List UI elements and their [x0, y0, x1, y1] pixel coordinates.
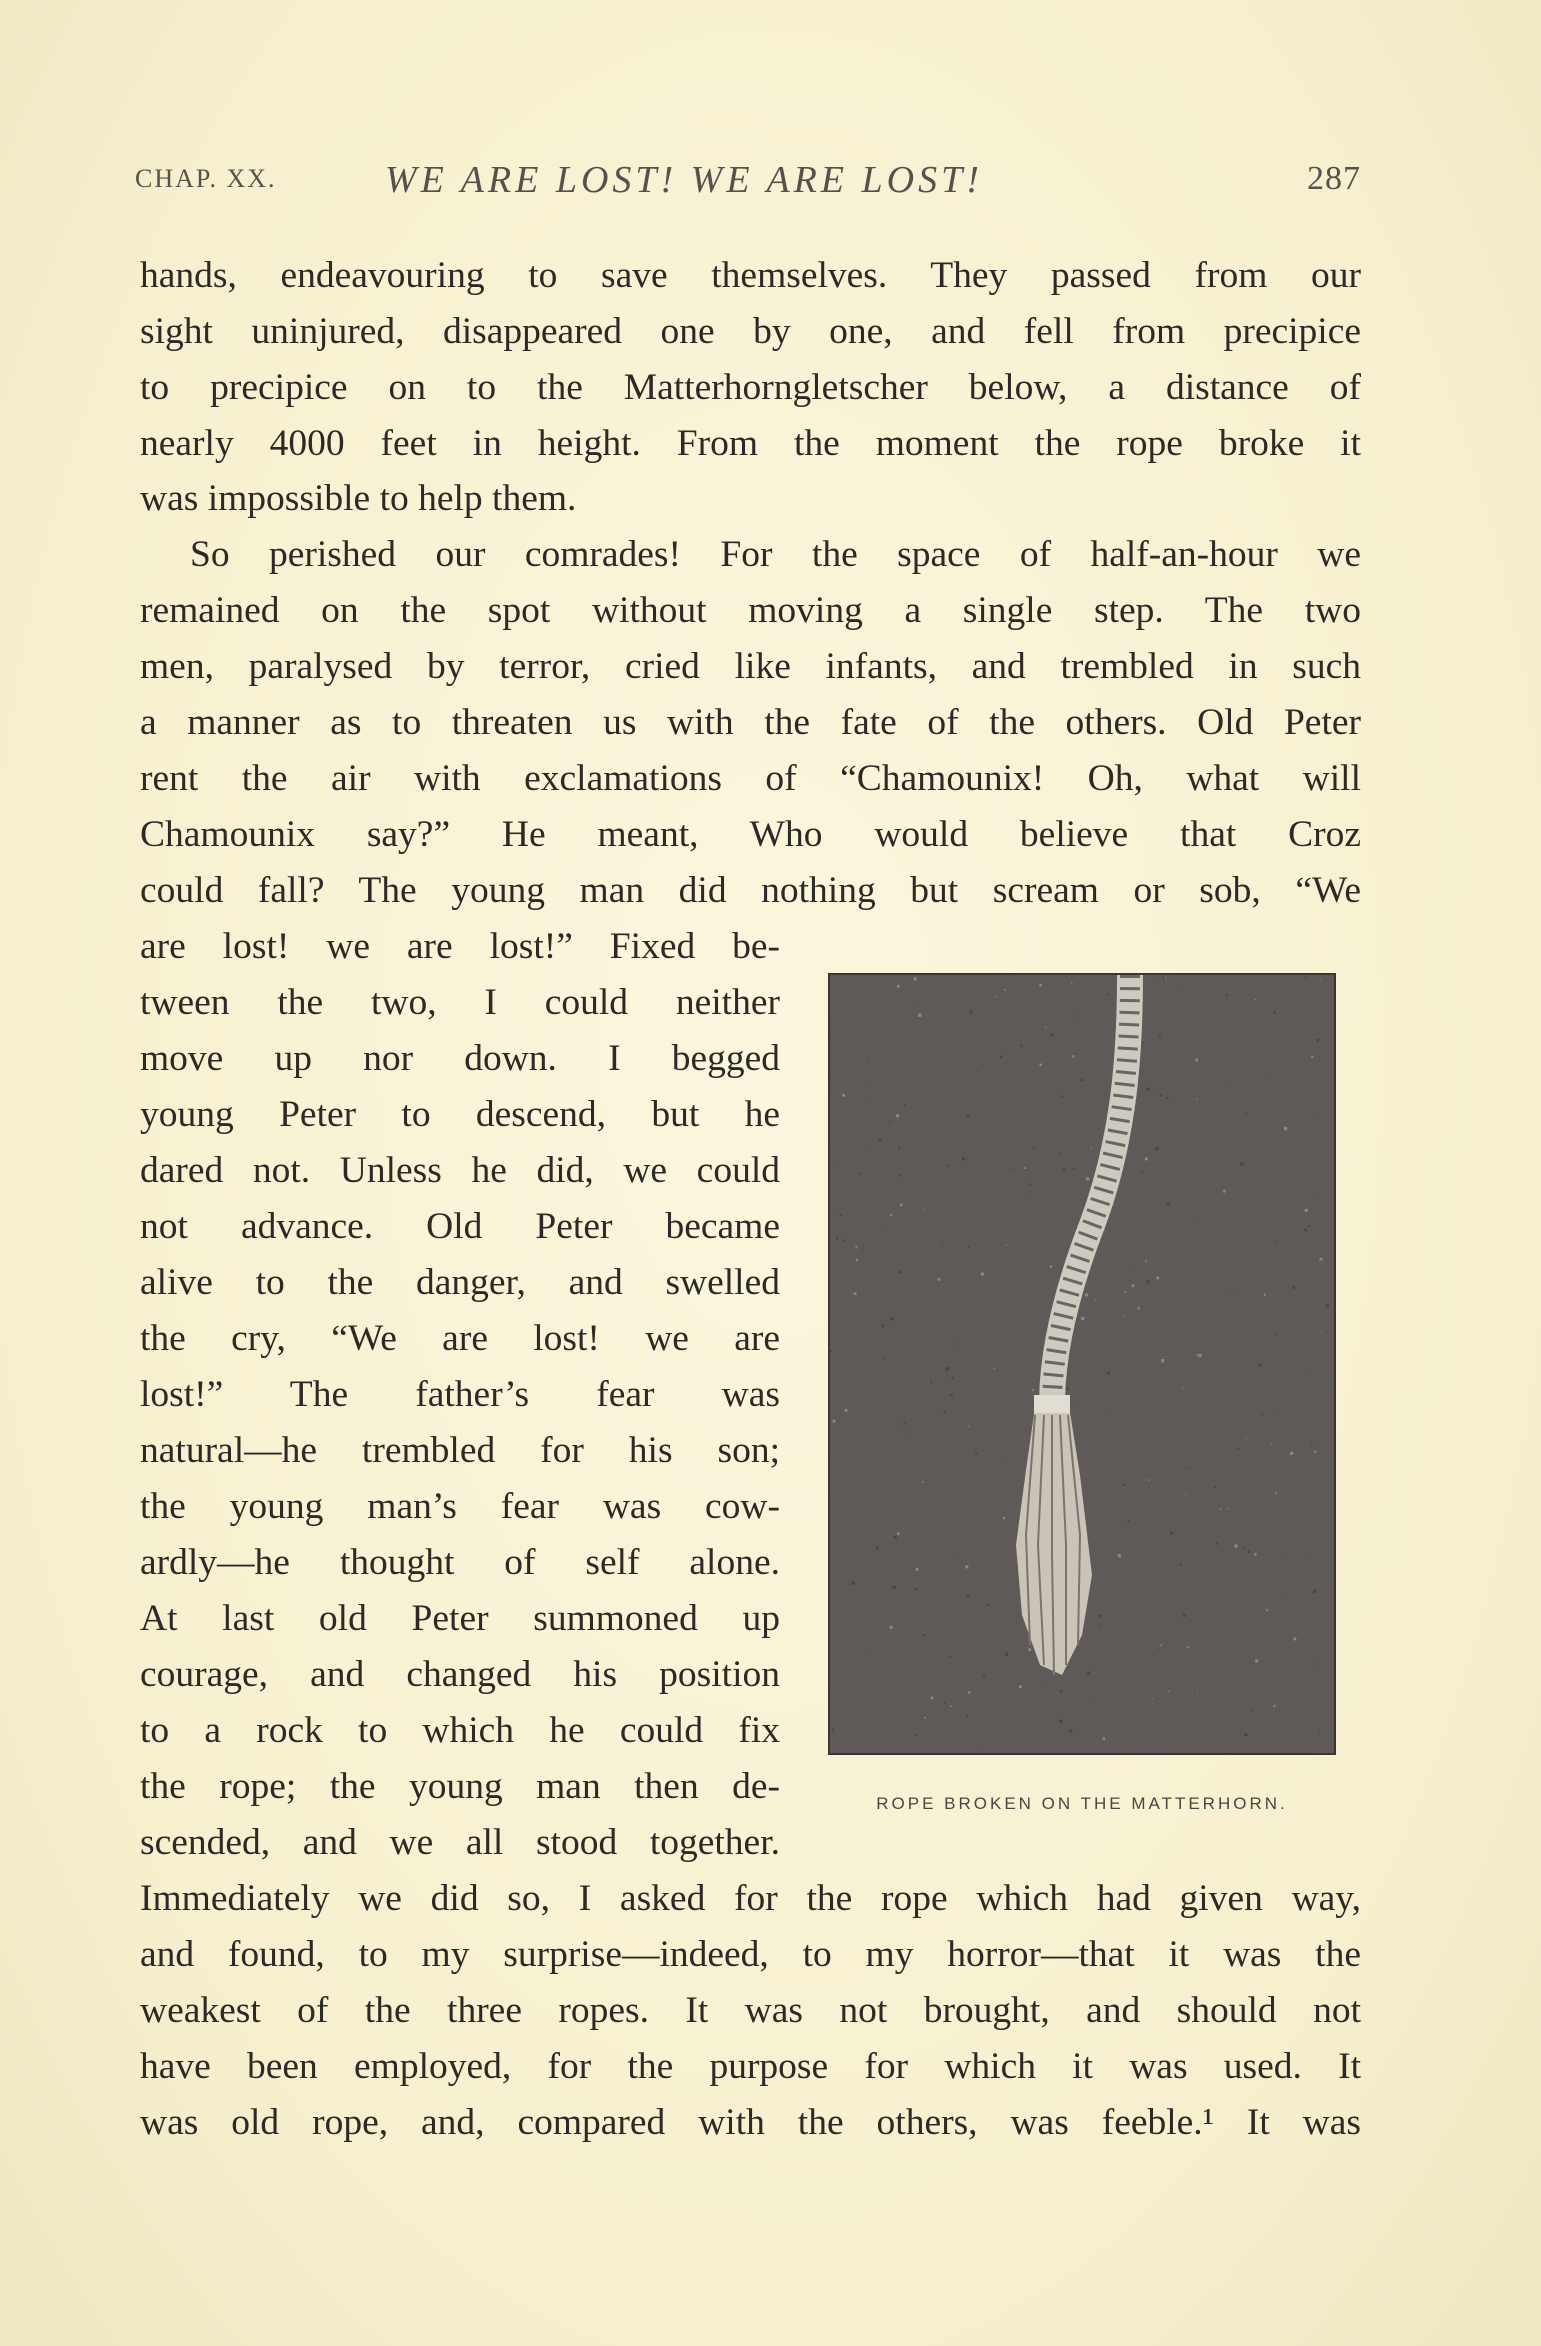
speckle [1094, 1701, 1095, 1702]
speckle [1118, 1554, 1121, 1557]
speckle [922, 1481, 924, 1483]
speckle [1314, 1663, 1316, 1665]
speckle [950, 1706, 952, 1708]
speckle [954, 1347, 955, 1348]
speckle [1135, 1271, 1136, 1272]
speckle [1321, 1331, 1322, 1332]
speckle [1198, 1354, 1201, 1357]
speckle [1072, 1055, 1074, 1057]
speckle [1167, 1203, 1170, 1206]
text-line: Immediately we did so, I asked for the rope which had given way, [140, 1878, 1361, 1919]
speckle [938, 1278, 941, 1281]
speckle [1283, 1592, 1284, 1593]
speckle [1145, 1158, 1148, 1161]
speckle [1060, 1690, 1063, 1693]
speckle [978, 1133, 979, 1134]
speckle [1028, 1648, 1031, 1651]
speckle [1235, 1544, 1238, 1547]
speckle [1275, 1333, 1277, 1335]
speckle [894, 1536, 897, 1539]
speckle [1029, 1194, 1030, 1195]
speckle [904, 1104, 906, 1106]
speckle [983, 1674, 986, 1677]
speckle [1273, 1011, 1276, 1014]
speckle [954, 1556, 955, 1557]
speckle [1152, 1698, 1153, 1699]
speckle [1159, 1034, 1161, 1036]
speckle [840, 1237, 841, 1238]
text-line: hands, endeavouring to save themselves. They passed from our [140, 255, 1361, 296]
speckle [889, 1121, 891, 1123]
speckle [930, 1381, 932, 1383]
speckle [896, 1114, 899, 1117]
speckle [1255, 999, 1256, 1000]
speckle [833, 1420, 836, 1423]
speckle [1305, 1557, 1306, 1558]
speckle [1061, 1096, 1063, 1098]
text-line: weakest of the three ropes. It was not brought, and should not [140, 1990, 1361, 2031]
speckle [1314, 1451, 1316, 1453]
speckle [884, 1357, 886, 1359]
speckle [1010, 1168, 1012, 1170]
text-line: the young man’s fear was cow- [140, 1486, 780, 1527]
speckle [1245, 1112, 1247, 1114]
speckle [1138, 1307, 1140, 1309]
speckle [1316, 1039, 1319, 1042]
text-line: At last old Peter summoned up [140, 1598, 780, 1639]
text-line: lost!” The father’s fear was [140, 1374, 780, 1415]
speckle [950, 1394, 953, 1397]
speckle [957, 1340, 958, 1341]
speckle [1069, 1729, 1072, 1732]
speckle [842, 1240, 844, 1242]
page-number: 287 [1307, 160, 1361, 197]
speckle [1258, 1364, 1261, 1367]
speckle [890, 1317, 893, 1320]
speckle [1103, 1737, 1106, 1740]
speckle [966, 1715, 968, 1717]
text-line: was old rope, and, compared with the others, was feeble.¹ It was [140, 2102, 1361, 2143]
speckle [1196, 1354, 1198, 1356]
text-line: young Peter to descend, but he [140, 1094, 780, 1135]
speckle [1248, 1550, 1251, 1553]
speckle [1187, 1647, 1189, 1649]
speckle [1075, 1407, 1076, 1408]
speckle [966, 1114, 969, 1117]
speckle [1225, 1080, 1226, 1081]
rope-binding [1034, 1395, 1070, 1413]
speckle [1146, 1088, 1149, 1091]
speckle [1195, 1059, 1198, 1062]
speckle [1091, 1147, 1092, 1148]
text-line: alive to the danger, and swelled [140, 1262, 780, 1303]
speckle [897, 985, 900, 988]
speckle [869, 1653, 870, 1654]
text-line: natural—he trembled for his son; [140, 1430, 780, 1471]
speckle [914, 1004, 915, 1005]
speckle [1032, 1389, 1034, 1391]
speckle [1081, 1317, 1084, 1320]
speckle [1166, 1097, 1168, 1099]
speckle [854, 1292, 857, 1295]
speckle [882, 1324, 885, 1327]
speckle [1266, 1609, 1268, 1611]
text-line: tween the two, I could neither [140, 982, 780, 1023]
speckle [931, 1697, 934, 1700]
speckle [975, 1452, 977, 1454]
speckle [970, 1011, 973, 1014]
broken-rope-drawing [830, 975, 1334, 1753]
text-line: have been employed, for the purpose for which it was used. It [140, 2046, 1361, 2087]
text-line: scended, and we all stood together. [140, 1822, 780, 1863]
speckle [1108, 1412, 1109, 1413]
speckle [1020, 1045, 1022, 1047]
speckle [914, 977, 917, 980]
speckle [1182, 1388, 1183, 1389]
speckle [1071, 982, 1072, 983]
speckle [1141, 1171, 1143, 1173]
text-line: and found, to my surprise—indeed, to my horror—that it was the [140, 1934, 1361, 1975]
speckle [899, 1174, 902, 1177]
figure-caption: ROPE BROKEN ON THE MATTERHORN. [876, 1794, 1288, 1813]
speckle [944, 1703, 946, 1705]
speckle [837, 1164, 838, 1165]
speckle [1077, 1015, 1079, 1017]
speckle [840, 1214, 843, 1217]
speckle [968, 1247, 970, 1249]
speckle [893, 1586, 896, 1589]
speckle [1039, 984, 1042, 987]
speckle [1159, 1648, 1161, 1650]
speckle [1216, 1542, 1219, 1545]
speckle [842, 1094, 845, 1097]
speckle [968, 1691, 971, 1694]
speckle [1319, 1732, 1321, 1734]
speckle [836, 1237, 839, 1240]
speckle [1005, 1653, 1008, 1656]
speckle [1142, 1042, 1144, 1044]
speckle [856, 1246, 858, 1248]
text-line: nearly 4000 feet in height. From the moment the rope broke it [140, 423, 1361, 464]
speckle [1003, 1461, 1004, 1462]
speckle [1063, 1169, 1066, 1172]
speckle [1024, 1167, 1026, 1169]
speckle [1160, 1645, 1162, 1647]
speckle [1311, 1056, 1313, 1058]
speckle [1099, 1615, 1102, 1618]
speckle [856, 1259, 858, 1261]
speckle [1231, 1292, 1232, 1293]
speckle [1123, 1315, 1124, 1316]
speckle [1033, 1147, 1035, 1149]
speckle [977, 1070, 978, 1071]
speckle [1072, 1168, 1074, 1170]
speckle [943, 1411, 946, 1414]
text-line: rent the air with exclamations of “Chamounix! Oh, what will [140, 758, 1361, 799]
speckle [965, 1565, 968, 1568]
speckle [1293, 1638, 1296, 1641]
speckle [1140, 1085, 1141, 1086]
speckle [1050, 1265, 1052, 1267]
speckle [1087, 1672, 1090, 1675]
speckle [1029, 1184, 1032, 1187]
speckle [1223, 1190, 1226, 1193]
text-line: So perished our comrades! For the space of half-an-hour we [190, 534, 1361, 575]
text-line: the rope; the young man then de- [140, 1766, 780, 1807]
speckle [878, 1139, 881, 1142]
speckle [1125, 1291, 1127, 1293]
speckle [1155, 1147, 1159, 1151]
speckle [1214, 1486, 1216, 1488]
speckle [1305, 976, 1307, 978]
text-line: men, paralysed by terror, cried like infants, and trembled in such [140, 646, 1361, 687]
speckle [900, 1204, 903, 1207]
speckle [1304, 1229, 1307, 1232]
speckle [942, 1245, 944, 1247]
speckle [1290, 1452, 1293, 1455]
speckle [1168, 1691, 1170, 1693]
speckle [1270, 1075, 1271, 1076]
speckle [1192, 1221, 1193, 1222]
speckle [832, 1728, 835, 1731]
speckle [1165, 977, 1167, 979]
speckle [1255, 1659, 1258, 1662]
speckle [949, 1656, 951, 1658]
speckle [1305, 1209, 1308, 1212]
speckle [1107, 1372, 1110, 1375]
speckle [1145, 1260, 1147, 1262]
text-line: are lost! we are lost!” Fixed be- [140, 926, 780, 967]
text-line: a manner as to threaten us with the fate of the others. Old Peter [140, 702, 1361, 743]
speckle [1273, 1705, 1275, 1707]
speckle [1311, 1444, 1313, 1446]
speckle [1285, 1555, 1286, 1556]
speckle [1220, 1509, 1222, 1511]
speckle [1320, 1258, 1323, 1261]
speckle [897, 1532, 900, 1535]
speckle [1197, 1692, 1198, 1693]
speckle [1310, 1371, 1311, 1372]
speckle [1277, 1413, 1278, 1414]
speckle [1045, 1027, 1046, 1028]
speckle [1006, 1245, 1007, 1246]
speckle [918, 1014, 921, 1017]
speckle [1308, 1225, 1310, 1227]
speckle [858, 1173, 860, 1175]
speckle [1245, 1438, 1246, 1439]
speckle [967, 1595, 970, 1598]
text-line: to precipice on to the Matterhorngletscher below, a distance of [140, 367, 1361, 408]
speckle [1317, 1112, 1318, 1113]
speckle [1250, 1710, 1252, 1712]
speckle [1261, 1414, 1263, 1416]
running-head [135, 158, 1361, 208]
text-line: courage, and changed his position [140, 1654, 780, 1695]
speckle [865, 1099, 866, 1100]
text-line: dared not. Unless he did, we could [140, 1150, 780, 1191]
speckle [916, 1568, 919, 1571]
speckle [1180, 1564, 1182, 1566]
speckle [845, 1409, 848, 1412]
speckle [1107, 994, 1109, 996]
speckle [1196, 1098, 1197, 1099]
speckle [1156, 1276, 1159, 1279]
speckle [1274, 1240, 1276, 1242]
speckle [830, 1350, 832, 1352]
speckle [1094, 1300, 1095, 1301]
speckle [1161, 1359, 1164, 1362]
speckle [908, 1436, 909, 1437]
speckle [1240, 1162, 1243, 1165]
speckle [1157, 981, 1158, 982]
speckle [1275, 1492, 1277, 1494]
speckle [947, 1165, 949, 1167]
speckle [1316, 1195, 1317, 1196]
speckle [898, 1147, 900, 1149]
speckle [890, 1214, 892, 1216]
speckle [946, 1367, 950, 1371]
speckle [1045, 1684, 1046, 1685]
speckle [1182, 986, 1183, 987]
speckle [1326, 1304, 1329, 1307]
speckle [986, 1604, 988, 1606]
text-line: move up nor down. I begged [140, 1038, 780, 1079]
speckle [876, 1547, 879, 1550]
speckle [981, 1272, 984, 1275]
text-line: sight uninjured, disappeared one by one, and fell from precipice [140, 311, 1361, 352]
running-title: WE ARE LOST! WE ARE LOST! [385, 159, 983, 201]
speckle [1254, 1553, 1256, 1555]
speckle [1226, 994, 1228, 996]
speckle [898, 1270, 901, 1273]
speckle [1059, 1720, 1062, 1723]
speckle [1271, 1443, 1272, 1444]
text-line: the cry, “We are lost! we are [140, 1318, 780, 1359]
speckle [1050, 1033, 1053, 1036]
text-line: ardly—he thought of self alone. [140, 1542, 780, 1583]
speckle [1243, 1547, 1245, 1549]
text-line: remained on the spot without moving a single step. The two [140, 590, 1361, 631]
speckle [1264, 1294, 1266, 1296]
speckle [1183, 1614, 1186, 1617]
speckle [1040, 1064, 1042, 1066]
speckle [866, 1146, 867, 1147]
speckle [1132, 1284, 1135, 1287]
speckle [1147, 1280, 1150, 1283]
speckle [1098, 1625, 1100, 1627]
speckle [963, 1712, 964, 1713]
speckle [1237, 1448, 1239, 1450]
speckle [890, 1626, 893, 1629]
speckle [1185, 1494, 1186, 1495]
speckle [1292, 1286, 1295, 1289]
speckle [1128, 1520, 1131, 1523]
speckle [871, 1086, 872, 1087]
speckle [977, 1744, 978, 1745]
text-line: to a rock to which he could fix [140, 1710, 780, 1751]
speckle [1313, 1590, 1316, 1593]
speckle [995, 996, 996, 997]
speckle [923, 1209, 924, 1210]
speckle [1004, 989, 1006, 991]
speckle [923, 1634, 925, 1636]
speckle [994, 1368, 995, 1369]
speckle [951, 1377, 953, 1379]
speckle [1159, 1094, 1162, 1097]
speckle [903, 1423, 905, 1425]
speckle [868, 1059, 870, 1061]
speckle [1228, 1508, 1229, 1509]
text-line: not advance. Old Peter became [140, 1206, 780, 1247]
speckle [962, 1157, 965, 1160]
speckle [1189, 1467, 1191, 1469]
speckle [915, 1734, 917, 1736]
chapter-label: CHAP. XX. [135, 164, 277, 193]
speckle [1320, 979, 1321, 980]
speckle [1066, 1387, 1069, 1390]
speckle [862, 1249, 864, 1251]
text-line: Chamounix say?” He meant, Who would believe that Croz [140, 814, 1361, 855]
speckle [915, 1588, 917, 1590]
speckle [1284, 1127, 1287, 1130]
speckle [1244, 1733, 1247, 1736]
speckle [1003, 1517, 1005, 1519]
speckle [968, 1426, 969, 1427]
speckle [1085, 1293, 1088, 1296]
rope-illustration [828, 973, 1336, 1755]
text-line: was impossible to help them. [140, 478, 577, 519]
speckle [1000, 1056, 1003, 1059]
speckle [1019, 1685, 1022, 1688]
speckle [886, 1228, 887, 1229]
speckle [1080, 1078, 1083, 1081]
speckle [1060, 1152, 1062, 1154]
speckle [1123, 1484, 1125, 1486]
speckle [852, 1581, 856, 1585]
speckle [1163, 977, 1165, 979]
text-line: could fall? The young man did nothing but scream or sob, “We [140, 870, 1361, 911]
speckle [1086, 1177, 1089, 1180]
speckle [1149, 1479, 1151, 1481]
speckle [1170, 1531, 1173, 1534]
speckle [924, 1717, 926, 1719]
